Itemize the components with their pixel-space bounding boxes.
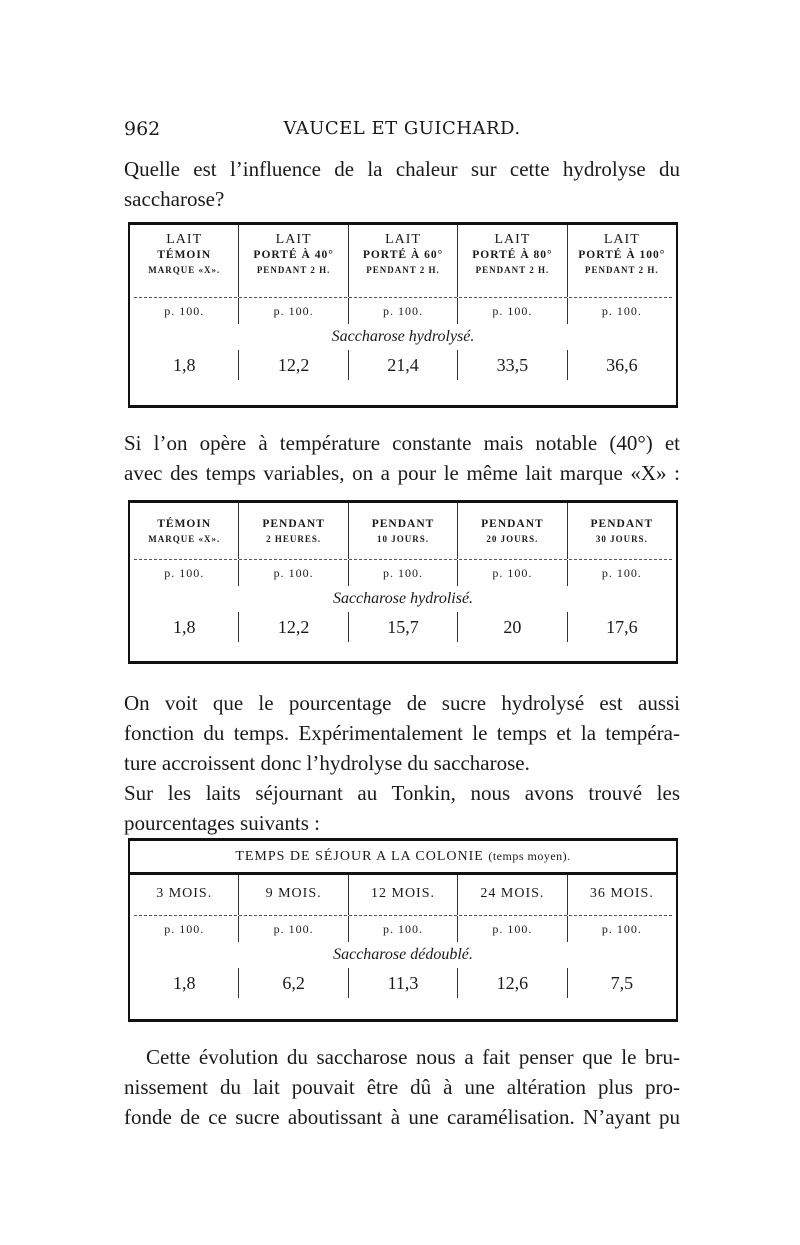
text-line: On voit que le pourcentage de sucre hydrolysé est aussi <box>124 691 680 715</box>
table-caption: Saccharose hydrolisé. <box>332 590 474 607</box>
column-header: 36 MOIS. <box>567 875 676 915</box>
table-unit-row <box>130 298 676 324</box>
text-line: fonction du temps. Expérimentalement le temps et la tempéra- <box>124 721 680 745</box>
running-title: VAUCEL ET GUICHARD. <box>283 118 521 139</box>
text-line: pourcentages suivants : <box>124 811 320 835</box>
text-line: Cette évolution du saccharose nous a fait penser que le bru- <box>146 1045 680 1069</box>
unit-cell: p. 100. <box>238 916 347 942</box>
value-cell: 21,4 <box>348 350 457 380</box>
column-header: LAIT PORTÉ À 40° PENDANT 2 H. <box>238 225 347 297</box>
table-value-row <box>130 612 676 642</box>
unit-cell: p. 100. <box>567 298 676 324</box>
value-cell: 11,3 <box>348 968 457 998</box>
table-caption: Saccharose dédoublé. <box>333 946 473 963</box>
column-header: LAIT PORTÉ À 80° PENDANT 2 H. <box>457 225 566 297</box>
table-caption: Saccharose hydrolysé. <box>331 328 475 345</box>
page-number: 962 <box>124 118 161 140</box>
value-cell: 1,8 <box>172 617 196 637</box>
table-temperature <box>128 222 678 408</box>
column-header: LAIT PORTÉ À 60° PENDANT 2 H. <box>348 225 457 297</box>
unit-cell: p. 100. <box>567 560 676 586</box>
table-value-row <box>130 350 676 380</box>
page-header <box>124 118 680 144</box>
column-header: LAIT PORTÉ À 100° PENDANT 2 H. <box>567 225 676 297</box>
text-line: saccharose? <box>124 187 225 211</box>
text-line: Quelle est l’influence de la chaleur sur cette hydrolyse du <box>124 157 680 181</box>
value-cell: 15,7 <box>348 612 457 642</box>
value-cell: 12,2 <box>238 612 347 642</box>
unit-cell: p. 100. <box>348 298 457 324</box>
unit-cell: p. 100. <box>164 304 205 318</box>
band-title: TEMPS DE SÉJOUR A LA COLONIE <box>235 849 484 864</box>
paragraph-observation <box>124 688 680 838</box>
value-cell: 1,8 <box>172 355 196 375</box>
value-cell: 6,2 <box>238 968 347 998</box>
value-cell: 20 <box>457 612 566 642</box>
unit-cell: p. 100. <box>238 560 347 586</box>
text-line: nissement du lait pouvait être dû à une altération plus pro- <box>124 1075 680 1099</box>
column-header: PENDANT 30 JOURS. <box>567 503 676 559</box>
table-header-row <box>130 875 676 915</box>
paragraph-intro <box>124 154 680 214</box>
text-line: ture accroissent donc l’hydrolyse du saccharose. <box>124 751 530 775</box>
value-cell: 17,6 <box>567 612 676 642</box>
value-cell: 33,5 <box>457 350 566 380</box>
band-subtitle: (temps moyen). <box>488 849 571 863</box>
table-header-row <box>130 503 676 559</box>
column-header: PENDANT 10 JOURS. <box>348 503 457 559</box>
column-header: TÉMOIN MARQUE «X». <box>148 518 221 544</box>
paragraph-temperature-constant <box>124 428 680 488</box>
table-duration <box>128 500 678 664</box>
unit-cell: p. 100. <box>457 560 566 586</box>
table-colony-stay <box>128 838 678 1022</box>
unit-cell: p. 100. <box>567 916 676 942</box>
unit-cell: p. 100. <box>348 916 457 942</box>
text-line: avec des temps variables, on a pour le même lait marque «X» : <box>124 461 680 485</box>
column-header: 24 MOIS. <box>457 875 566 915</box>
unit-cell: p. 100. <box>348 560 457 586</box>
unit-cell: p. 100. <box>457 298 566 324</box>
value-cell: 1,8 <box>172 973 196 993</box>
text-line: Sur les laits séjournant au Tonkin, nous avons trouvé les <box>124 781 680 805</box>
table-unit-row <box>130 560 676 586</box>
paragraph-conclusion <box>124 1042 680 1132</box>
table-band-title <box>130 841 676 875</box>
value-cell: 12,6 <box>457 968 566 998</box>
unit-cell: p. 100. <box>457 916 566 942</box>
unit-cell: p. 100. <box>238 298 347 324</box>
text-line: Si l’on opère à température constante mais notable (40°) et <box>124 431 680 455</box>
unit-cell: p. 100. <box>164 922 205 936</box>
value-cell: 12,2 <box>238 350 347 380</box>
column-header: 9 MOIS. <box>238 875 347 915</box>
column-header: PENDANT 2 HEURES. <box>238 503 347 559</box>
column-header: 3 MOIS. <box>156 886 213 901</box>
unit-cell: p. 100. <box>164 566 205 580</box>
column-header: 12 MOIS. <box>348 875 457 915</box>
table-value-row <box>130 968 676 998</box>
text-line: fonde de ce sucre aboutissant à une caramélisation. N’ayant pu <box>124 1105 680 1129</box>
column-header: LAIT TÉMOIN MARQUE «X». <box>148 232 221 275</box>
value-cell: 7,5 <box>567 968 676 998</box>
value-cell: 36,6 <box>567 350 676 380</box>
table-header-row <box>130 225 676 297</box>
column-header: PENDANT 20 JOURS. <box>457 503 566 559</box>
table-unit-row <box>130 916 676 942</box>
